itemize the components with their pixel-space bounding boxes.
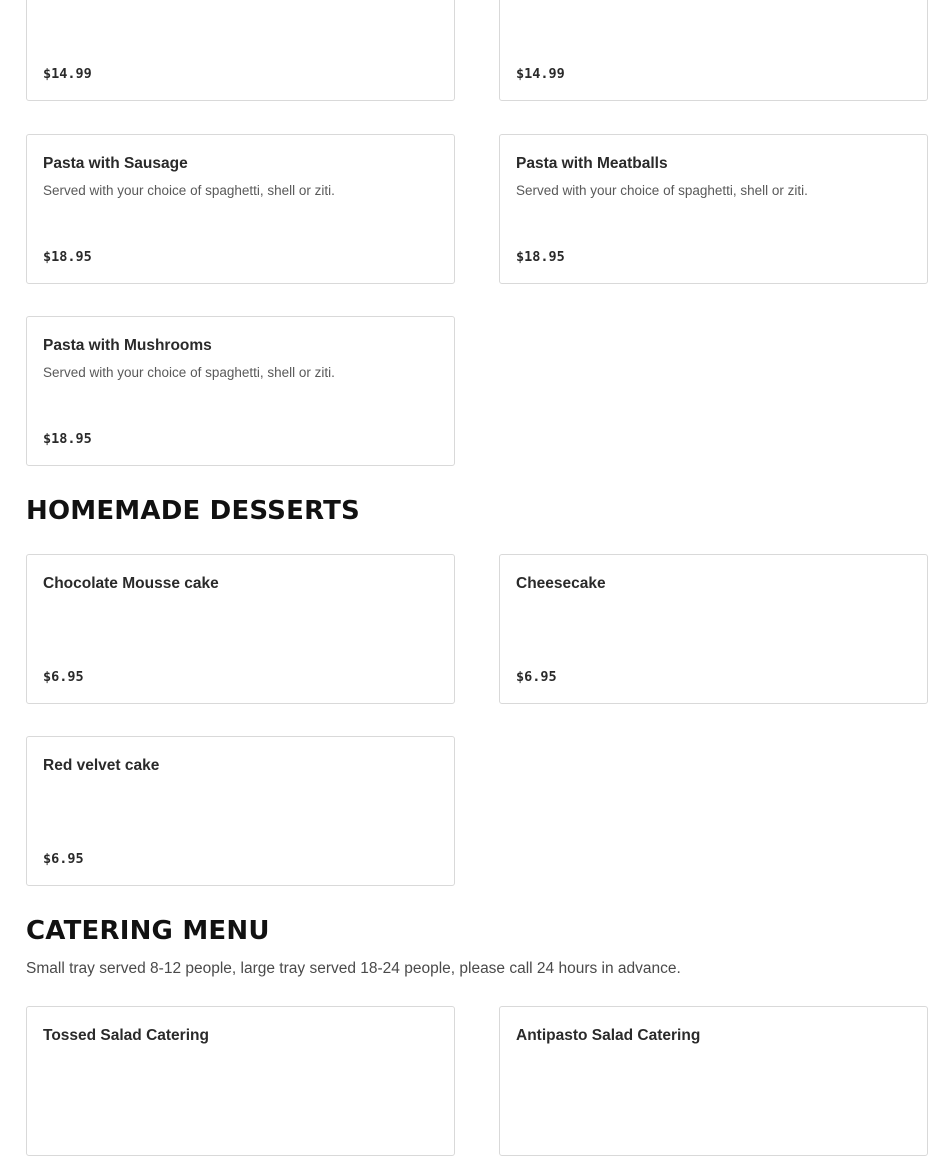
menu-item-price: $6.95	[43, 851, 84, 867]
menu-item-card[interactable]	[26, 316, 455, 466]
section-title-catering: CATERING MENU	[26, 916, 270, 946]
menu-item-card[interactable]	[26, 1006, 455, 1156]
section-description-catering: Small tray served 8-12 people, large tray served 18-24 people, please call 24 hours in advance.	[26, 960, 681, 977]
menu-item-name: Cheesecake	[516, 575, 606, 592]
menu-item-price: $18.95	[43, 249, 92, 265]
menu-item-name: Pasta with Meatballs	[516, 155, 668, 172]
menu-item-card[interactable]	[26, 554, 455, 704]
menu-item-description: Served with your choice of spaghetti, shell or ziti.	[43, 365, 335, 380]
menu-item-name: Tossed Salad Catering	[43, 1027, 209, 1044]
menu-item-name: Red velvet cake	[43, 757, 160, 774]
menu-item-description: Served with your choice of spaghetti, shell or ziti.	[516, 183, 808, 198]
menu-item-price: $18.95	[516, 249, 565, 265]
menu-item-name: Pasta with Mushrooms	[43, 337, 212, 354]
menu-item-name: Antipasto Salad Catering	[516, 1027, 701, 1044]
menu-item-card[interactable]	[499, 0, 928, 101]
menu-item-price: $14.99	[43, 66, 92, 82]
menu-item-price: $18.95	[43, 431, 92, 447]
menu-item-price: $6.95	[43, 669, 84, 685]
menu-item-card[interactable]	[26, 134, 455, 284]
menu-item-name: Pasta with Sausage	[43, 155, 188, 172]
menu-item-name: Chocolate Mousse cake	[43, 575, 219, 592]
section-title-desserts: HOMEMADE DESSERTS	[26, 496, 360, 526]
menu-item-card[interactable]	[499, 554, 928, 704]
menu-item-price: $6.95	[516, 669, 557, 685]
menu-item-card[interactable]	[499, 134, 928, 284]
menu-item-card[interactable]	[26, 736, 455, 886]
menu-item-card[interactable]	[26, 0, 455, 101]
menu-item-card[interactable]	[499, 1006, 928, 1156]
menu-item-description: Served with your choice of spaghetti, shell or ziti.	[43, 183, 335, 198]
menu-item-price: $14.99	[516, 66, 565, 82]
